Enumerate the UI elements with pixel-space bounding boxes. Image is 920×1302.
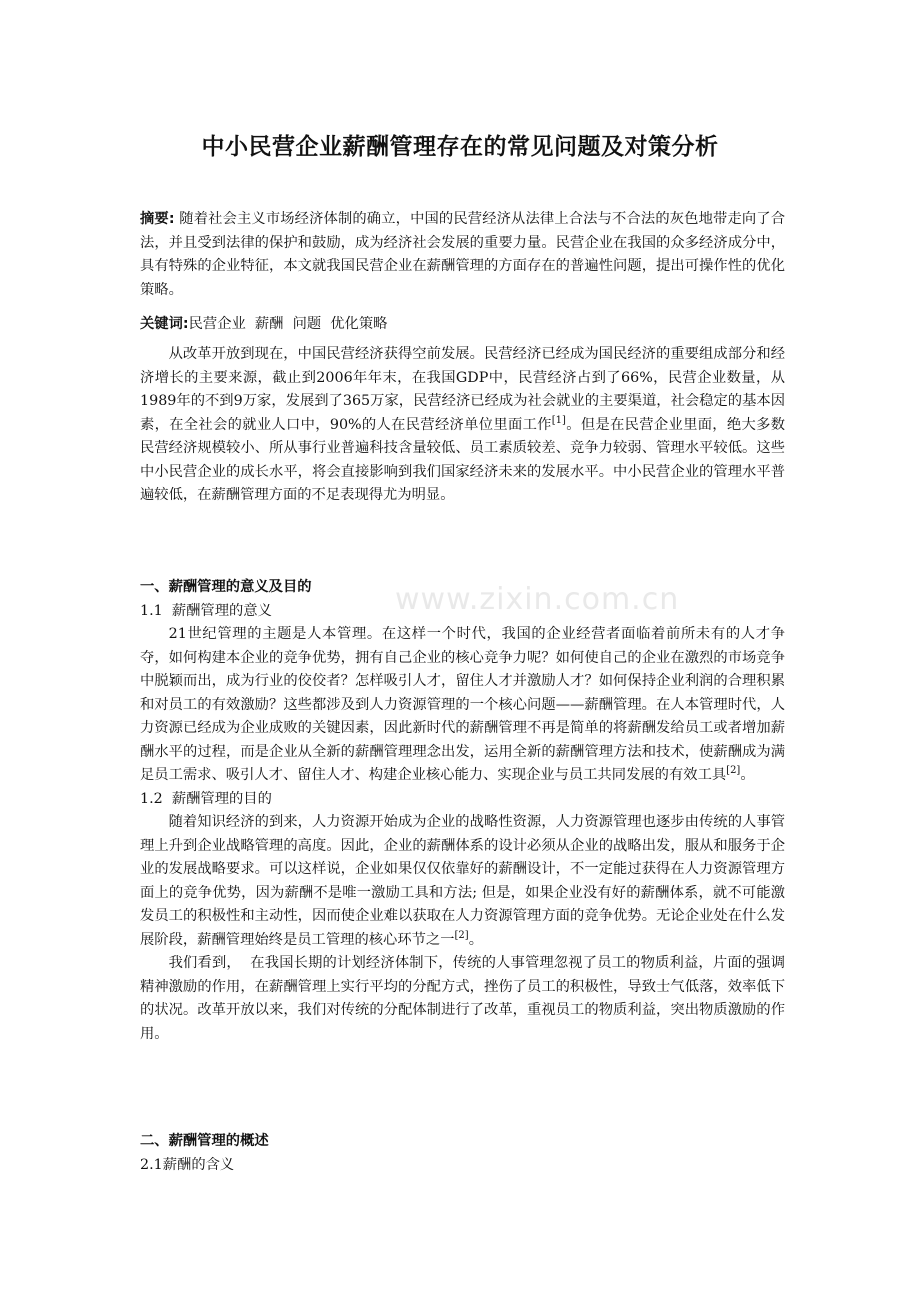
section-1-2-text-before: 随着知识经济的到来，人力资源开始成为企业的战略性资源，人力资源管理也逐步由传统的人事管理上升到企业战略管理的高度。因此，企业的薪酬体系的设计必须从企业的战略出发，服从和服务于企业的发展战略要求。可以这样说，企业如果仅仅依靠好的薪酬设计，不一定能过获得在人力资源管理方面上的竞争优势，因为薪酬不是唯一激励工具和方法; 但是，如果企业没有好的薪酬体系，就不可能激发员工的积极性和主动性，因而使企业难以获取在人力资源管理方面的竞争优势。无论企业处在什么发展阶段，薪酬管理始终是员工管理的核心环节之一 (140, 814, 785, 948)
intro-text-before: 从改革开放到现在，中国民营经济获得空前发展。民营经济已经成为国民经济的重要组成部分和经济增长的主要来源，截止到2006年年末，在我国GDP中，民营经济占到了66%，民营企业数量，从1989年的不到9万家，发展到了365万家，民营经济已经成为社会就业的主要渠道，社会稳定的基本因素，在全社会的就业人口中，90%的人在民营经济单位里面工作 (140, 346, 785, 433)
watermark: www.zixin.com.cn (395, 582, 680, 617)
keywords-text: 民营企业 薪酬 问题 优化策略 (188, 316, 388, 332)
section-1-1-text-after: 。 (740, 767, 755, 783)
intro-paragraph (140, 343, 785, 508)
keywords-block (140, 313, 785, 337)
section-1-1-heading: 1.1 薪酬管理的意义 (140, 602, 272, 619)
section-1-1-text-before: 21世纪管理的主题是人本管理。在这样一个时代，我国的企业经营者面临着前所未有的人才争夺，如何构建本企业的竞争优势，拥有自己企业的核心竞争力呢？如何使自己的企业在激烈的市场竞争中脱颖而出，成为行业的佼佼者？怎样吸引人才，留住人才并激励人才？如何保持企业利润的合理积累和对员工的有效激励？这些都涉及到人力资源管理的一个核心问题——薪酬管理。在人本管理时代，人力资源已经成为企业成败的关键因素，因此新时代的薪酬管理不再是简单的将薪酬发给员工或者增加薪酬水平的过程，而是企业从全新的薪酬管理理念出发，运用全新的薪酬管理方法和技术，使薪酬成为满足员工需求、吸引人才、留住人才、构建企业核心能力、实现企业与员工共同发展的有效工具 (140, 626, 785, 783)
abstract-block (140, 208, 785, 302)
citation: [2] (726, 765, 741, 777)
keywords-label: 关键词: (140, 316, 189, 332)
section-1-2-paragraph-2: 我们看到， 在我国长期的计划经济体制下，传统的人事管理忽视了员工的物质利益，片面的强调精神激励的作用，在薪酬管理上实行平均的分配方式，挫伤了员工的积极性，导致士气低落，效率低下的状况。改革开放以来，我们对传统的分配体制进行了改革，重视员工的物质利益，突出物质激励的作用。 (140, 955, 785, 1042)
section-2-heading: 二、薪酬管理的概述 (140, 1133, 269, 1149)
citation: [1] (551, 414, 566, 426)
section-2 (140, 1130, 785, 1177)
section-1-1-paragraph (140, 623, 785, 788)
keywords-paragraph (140, 313, 785, 337)
citation: [2] (454, 929, 469, 941)
abstract-text: 随着社会主义市场经济体制的确立，中国的民营经济从法律上合法与不合法的灰色地带走向了合法，并且受到法律的保护和鼓励，成为经济社会发展的重要力量。民营企业在我国的众多经济成分中，具有特殊的企业特征，本文就我国民营企业在薪酬管理的方面存在的普遍性问题，提出可操作性的优化策略。 (140, 211, 786, 298)
abstract-paragraph (140, 208, 785, 302)
abstract-label: 摘要: (140, 211, 175, 227)
section-1 (140, 576, 785, 1046)
intro-block (140, 343, 785, 508)
intro-text-after: 。但是在民营企业里面，绝大多数民营经济规模较小、所从事行业普遍科技含量较低、员工素质较差、竞争力较弱、管理水平较低。这些中小民营企业的成长水平，将会直接影响到我们国家经济未来的发展水平。中小民营企业的管理水平普遍较低，在薪酬管理方面的不足表现得尤为明显。 (140, 416, 786, 503)
section-1-heading: 一、薪酬管理的意义及目的 (140, 579, 312, 595)
section-1-2-paragraph (140, 811, 785, 952)
section-2-1-heading: 2.1薪酬的含义 (140, 1156, 235, 1173)
section-1-2-heading: 1.2 薪酬管理的目的 (140, 790, 272, 807)
document-title: 中小民营企业薪酬管理存在的常见问题及对策分析 (201, 134, 719, 160)
section-1-2-text-after: 。 (468, 931, 483, 948)
